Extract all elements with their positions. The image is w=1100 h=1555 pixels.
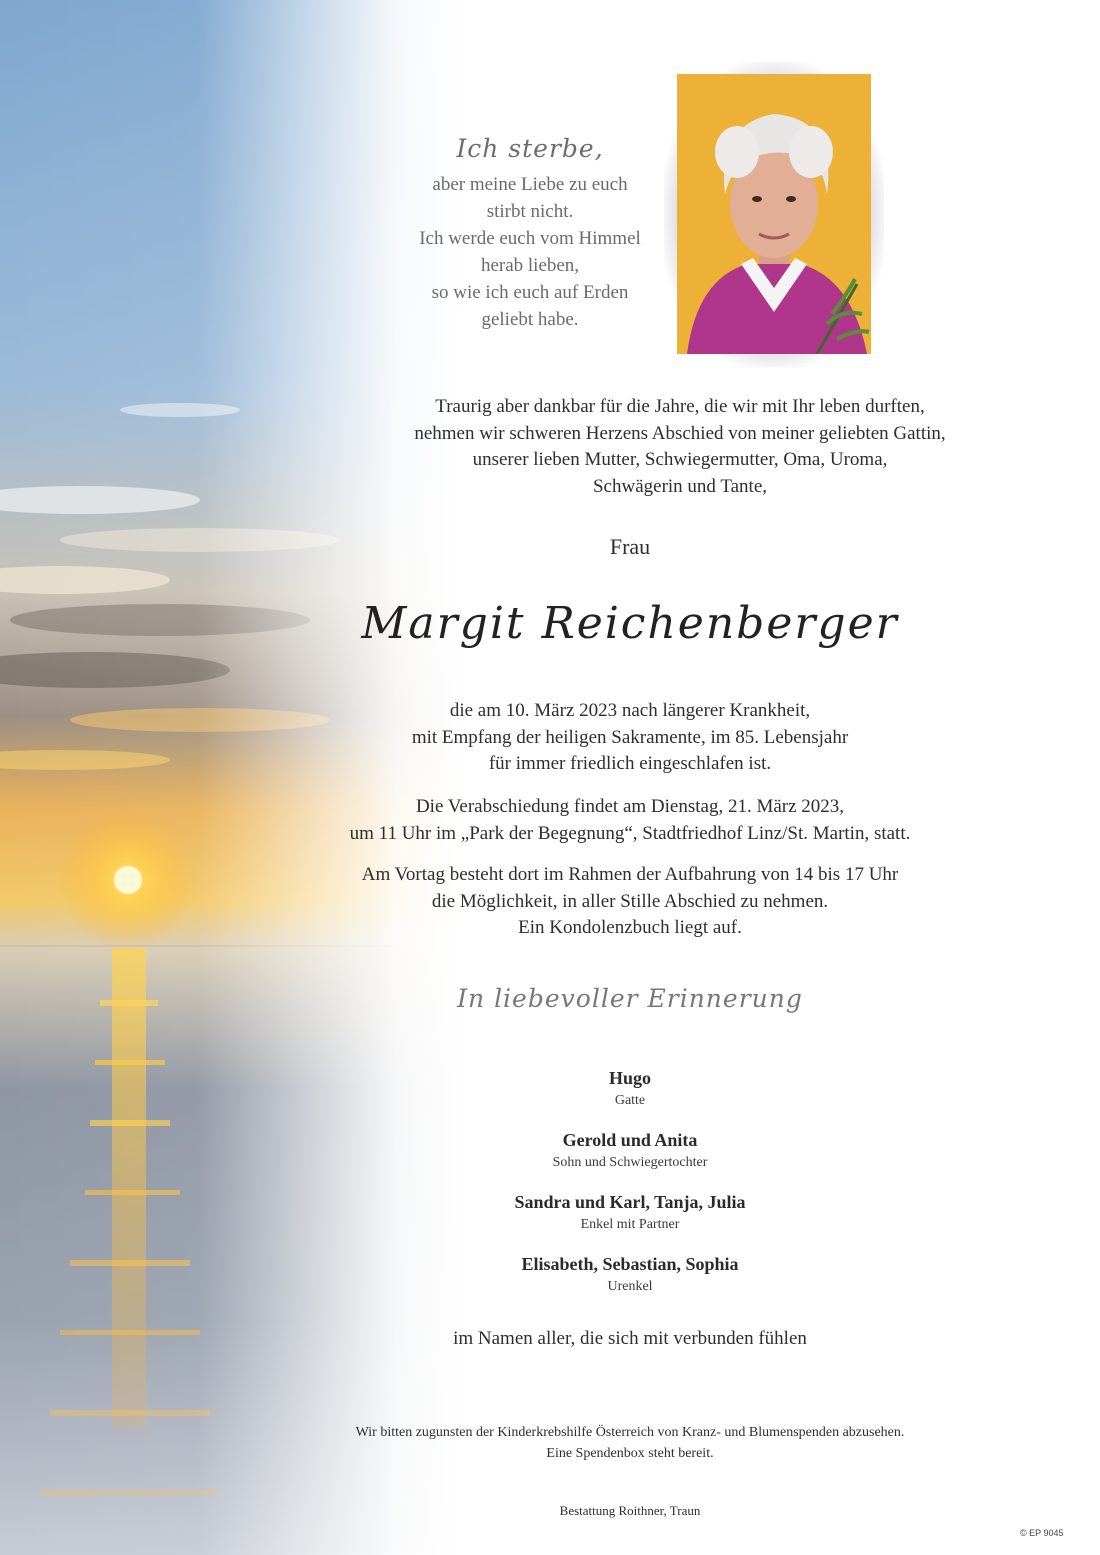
print-code: © EP 9045 <box>1020 1528 1064 1538</box>
family-relation: Urenkel <box>607 1279 653 1294</box>
farewell-line: Die Verabschiedung findet am Dienstag, 21. März 2023, <box>415 796 845 817</box>
closing-line: im Namen aller, die sich mit verbunden fühlen <box>453 1328 807 1349</box>
donation-line: Wir bitten zugunsten der Kinderkrebshilfe Österreich von Kranz- und Blumenspenden abzusehen. <box>355 1425 905 1440</box>
family-member <box>0 1254 1100 1295</box>
death-notice-line: mit Empfang der heiligen Sakramente, im 85. Lebensjahr <box>411 726 849 748</box>
family-names: Gerold und Anita <box>562 1130 698 1150</box>
donation-notice <box>0 1422 1100 1464</box>
death-notice-line: für immer friedlich eingeschlafen ist. <box>488 753 772 774</box>
poem-line: so wie ich euch auf Erden <box>431 282 629 303</box>
poem <box>370 134 690 333</box>
intro-paragraph <box>0 394 1100 500</box>
funeral-home: Bestattung Roithner, Traun <box>559 1503 701 1518</box>
intro-line: unserer lieben Mutter, Schwiegermutter, Oma, Uroma, <box>472 449 888 470</box>
death-notice <box>0 698 1100 778</box>
viewing-line: die Möglichkeit, in aller Stille Abschied zu nehmen. <box>431 890 829 912</box>
poem-line: stirbt nicht. <box>486 201 574 222</box>
deceased-name: Margit Reichenberger <box>361 598 899 649</box>
intro-line: nehmen wir schweren Herzens Abschied von meiner geliebten Gattin, <box>414 422 946 444</box>
viewing-notice <box>0 862 1100 942</box>
family-names: Elisabeth, Sebastian, Sophia <box>521 1254 739 1274</box>
intro-line: Schwägerin und Tante, <box>592 475 768 497</box>
family-relation: Gatte <box>614 1093 646 1108</box>
family-relation: Enkel mit Partner <box>580 1217 680 1232</box>
portrait-image <box>677 74 871 354</box>
intro-line: Traurig aber dankbar für die Jahre, die wir mit Ihr leben durften, <box>435 396 925 417</box>
poem-line: Ich werde euch vom Himmel <box>419 228 641 249</box>
viewing-line: Ein Kondolenzbuch liegt auf. <box>518 917 742 938</box>
farewell-line: um 11 Uhr im „Park der Begegnung“, Stadtfriedhof Linz/St. Martin, statt. <box>349 822 911 844</box>
donation-line: Eine Spendenbox steht bereit. <box>546 1446 714 1461</box>
poem-line: herab lieben, <box>480 255 580 276</box>
family-names: Hugo <box>608 1068 651 1088</box>
poem-first-line: Ich sterbe, <box>456 134 604 163</box>
farewell-notice <box>0 794 1100 847</box>
death-notice-line: die am 10. März 2023 nach längerer Krankheit, <box>449 700 811 721</box>
family-member <box>0 1130 1100 1171</box>
family-member <box>0 1068 1100 1109</box>
poem-line: geliebt habe. <box>481 309 579 330</box>
family-names: Sandra und Karl, Tanja, Julia <box>514 1192 746 1212</box>
viewing-line: Am Vortag besteht dort im Rahmen der Aufbahrung von 14 bis 17 Uhr <box>361 864 899 885</box>
salutation: Frau <box>609 534 651 559</box>
family-member <box>0 1192 1100 1233</box>
poem-line: aber meine Liebe zu euch <box>432 174 628 195</box>
portrait-photo <box>664 62 884 367</box>
memory-heading: In liebevoller Erinnerung <box>457 984 803 1013</box>
family-relation: Sohn und Schwiegertochter <box>552 1155 708 1170</box>
